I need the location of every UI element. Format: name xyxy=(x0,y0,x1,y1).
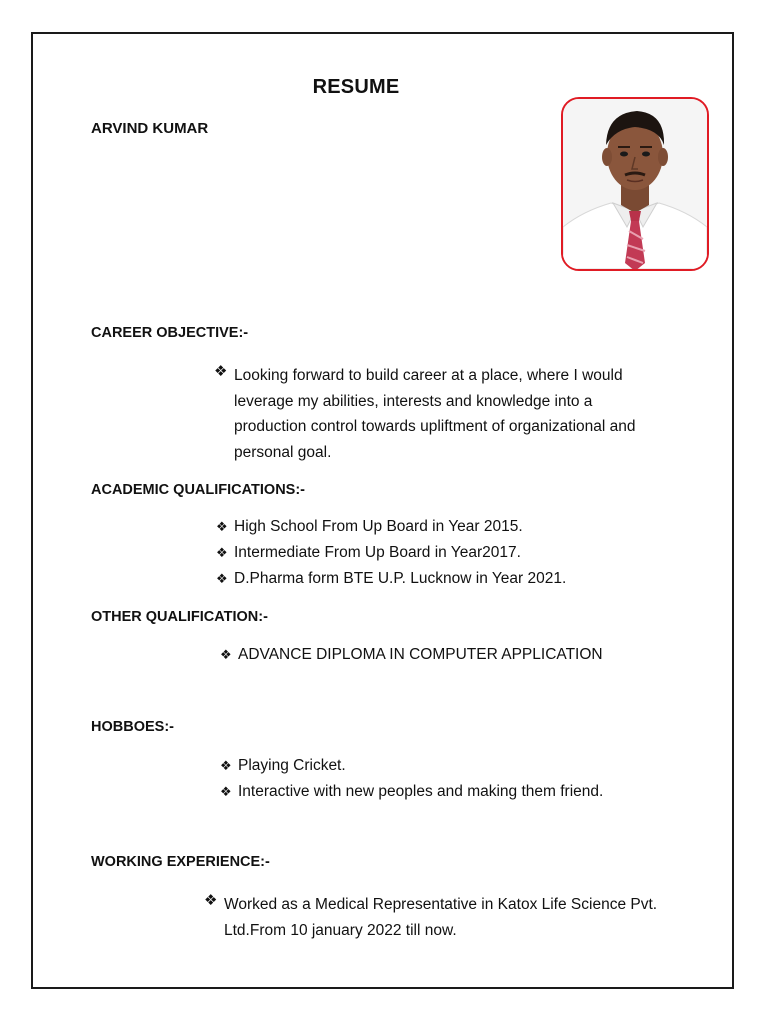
candidate-name: ARVIND KUMAR xyxy=(91,120,209,137)
career-objective-line: Looking forward to build career at a place, where I would xyxy=(234,367,623,384)
hobbies-heading: HOBBOES:- xyxy=(91,719,174,735)
academic-list xyxy=(216,514,566,592)
diamond-bullet-icon: ❖ xyxy=(204,892,218,909)
career-objective-line: production control towards upliftment of organizational and xyxy=(234,418,636,435)
diamond-bullet-icon: ❖ xyxy=(220,784,232,799)
diamond-bullet-icon: ❖ xyxy=(216,545,228,560)
list-item: ❖ ADVANCE DIPLOMA IN COMPUTER APPLICATION xyxy=(220,642,603,668)
document-title: RESUME xyxy=(312,76,400,98)
career-objective-heading: CAREER OBJECTIVE:- xyxy=(91,325,249,341)
list-item: ❖ Intermediate From Up Board in Year2017. xyxy=(216,540,566,566)
working-experience-heading: WORKING EXPERIENCE:- xyxy=(91,854,270,870)
list-item: ❖ Playing Cricket. xyxy=(220,753,603,779)
career-objective-text xyxy=(214,363,636,465)
diamond-bullet-icon: ❖ xyxy=(216,571,228,586)
working-experience-line: Ltd.From 10 january 2022 till now. xyxy=(224,921,457,939)
profile-photo xyxy=(561,97,709,271)
career-objective-line: personal goal. xyxy=(234,443,332,461)
list-item: ❖ D.Pharma form BTE U.P. Lucknow in Year 2021. xyxy=(216,566,566,592)
academic-heading: ACADEMIC QUALIFICATIONS:- xyxy=(91,482,305,498)
diamond-bullet-icon: ❖ xyxy=(220,647,232,662)
diamond-bullet-icon: ❖ xyxy=(220,758,232,773)
working-experience-text xyxy=(204,892,658,943)
other-qualification-list xyxy=(220,642,603,668)
hobbies-list xyxy=(220,753,603,805)
other-qualification-heading: OTHER QUALIFICATION:- xyxy=(91,609,268,625)
working-experience-line: Worked as a Medical Representative in Katox Life Science Pvt. xyxy=(224,896,658,913)
list-item: ❖ High School From Up Board in Year 2015. xyxy=(216,514,566,540)
diamond-bullet-icon: ❖ xyxy=(216,519,228,534)
diamond-bullet-icon: ❖ xyxy=(214,363,228,380)
list-item: ❖ Interactive with new peoples and making them friend. xyxy=(220,779,603,805)
profile-photo-illustration xyxy=(563,99,707,269)
career-objective-line: leverage my abilities, interests and knowledge into a xyxy=(234,392,593,410)
